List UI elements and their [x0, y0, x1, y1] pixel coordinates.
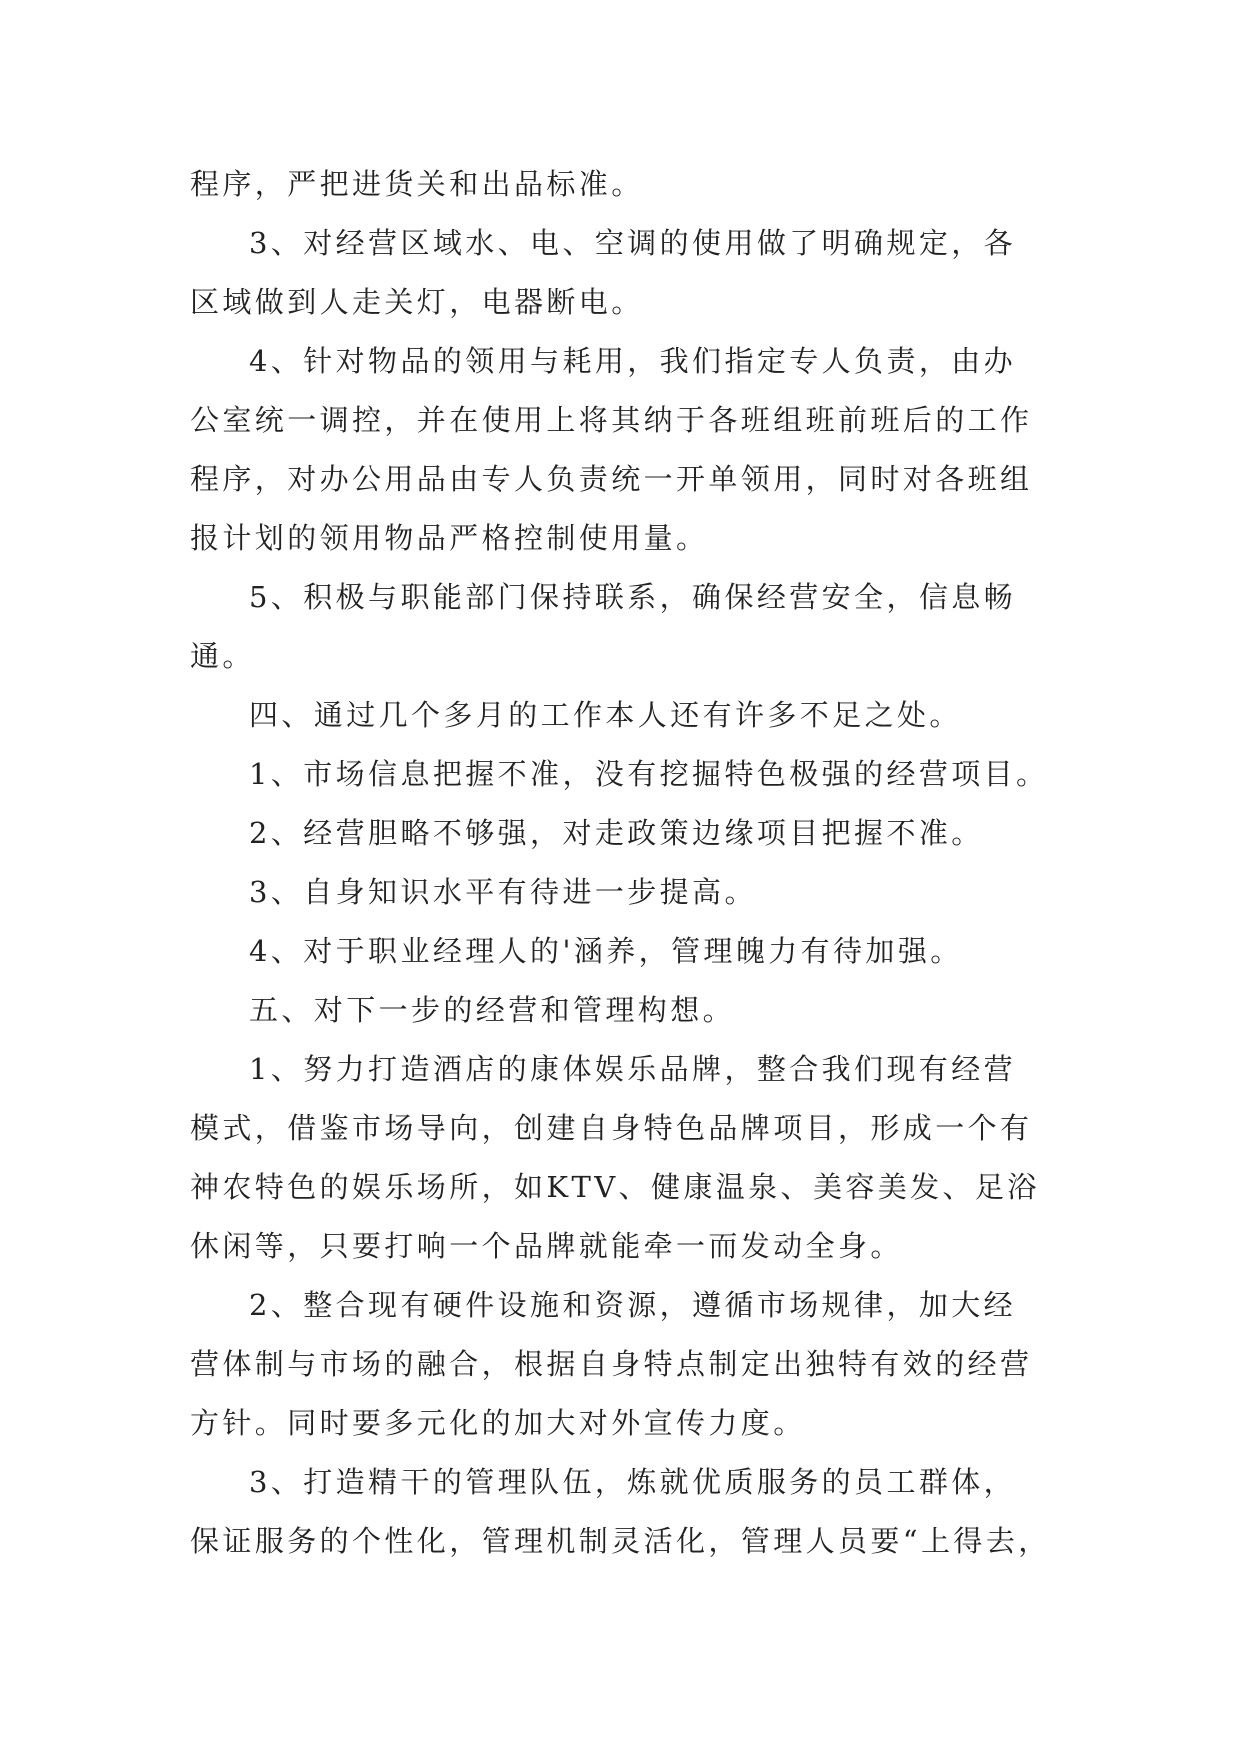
- text-line: 营体制与市场的融合，根据自身特点制定出独特有效的经营: [190, 1347, 1033, 1381]
- text-line: 1、市场信息把握不准，没有挖掘特色极强的经营项目。: [249, 757, 1049, 791]
- text-line: 程序，对办公用品由专人负责统一开单领用，同时对各班组: [190, 462, 1033, 496]
- text-line: 方针。同时要多元化的加大对外宣传力度。: [190, 1406, 806, 1440]
- text-line: 区域做到人走关灯，电器断电。: [190, 285, 644, 319]
- text-line: 通。: [190, 639, 255, 673]
- text-line: 1、努力打造酒店的康体娱乐品牌，整合我们现有经营: [249, 1052, 1017, 1086]
- text-line: 3、对经营区域水、电、空调的使用做了明确规定，各: [249, 226, 1017, 260]
- section-heading: 四、通过几个多月的工作本人还有许多不足之处。: [249, 698, 962, 732]
- document-body: [190, 155, 1070, 1571]
- text-line: 4、对于职业经理人的'涵养，管理魄力有待加强。: [249, 934, 963, 968]
- text-line: 保证服务的个性化，管理机制灵活化，管理人员要“上得去，: [190, 1524, 1051, 1558]
- section-heading: 五、对下一步的经营和管理构想。: [249, 993, 736, 1027]
- text-line: 5、积极与职能部门保持联系，确保经营安全，信息畅: [249, 580, 1017, 614]
- text-line: 2、整合现有硬件设施和资源，遵循市场规律，加大经: [249, 1288, 1017, 1322]
- text-line: 2、经营胆略不够强，对走政策边缘项目把握不准。: [249, 816, 984, 850]
- text-line: 3、打造精干的管理队伍，炼就优质服务的员工群体，: [249, 1465, 1017, 1499]
- text-line: 4、针对物品的领用与耗用，我们指定专人负责，由办: [249, 344, 1017, 378]
- text-line: 程序，严把进货关和出品标准。: [190, 167, 644, 201]
- text-line: 模式，借鉴市场导向，创建自身特色品牌项目，形成一个有: [190, 1111, 1033, 1145]
- text-line: 公室统一调控，并在使用上将其纳于各班组班前班后的工作: [190, 403, 1033, 437]
- text-line: 3、自身知识水平有待进一步提高。: [249, 875, 757, 909]
- text-line: 休闲等，只要打响一个品牌就能牵一而发动全身。: [190, 1229, 903, 1263]
- text-line: 神农特色的娱乐场所，如KTV、健康温泉、美容美发、足浴: [190, 1170, 1040, 1204]
- text-line: 报计划的领用物品严格控制使用量。: [190, 521, 709, 555]
